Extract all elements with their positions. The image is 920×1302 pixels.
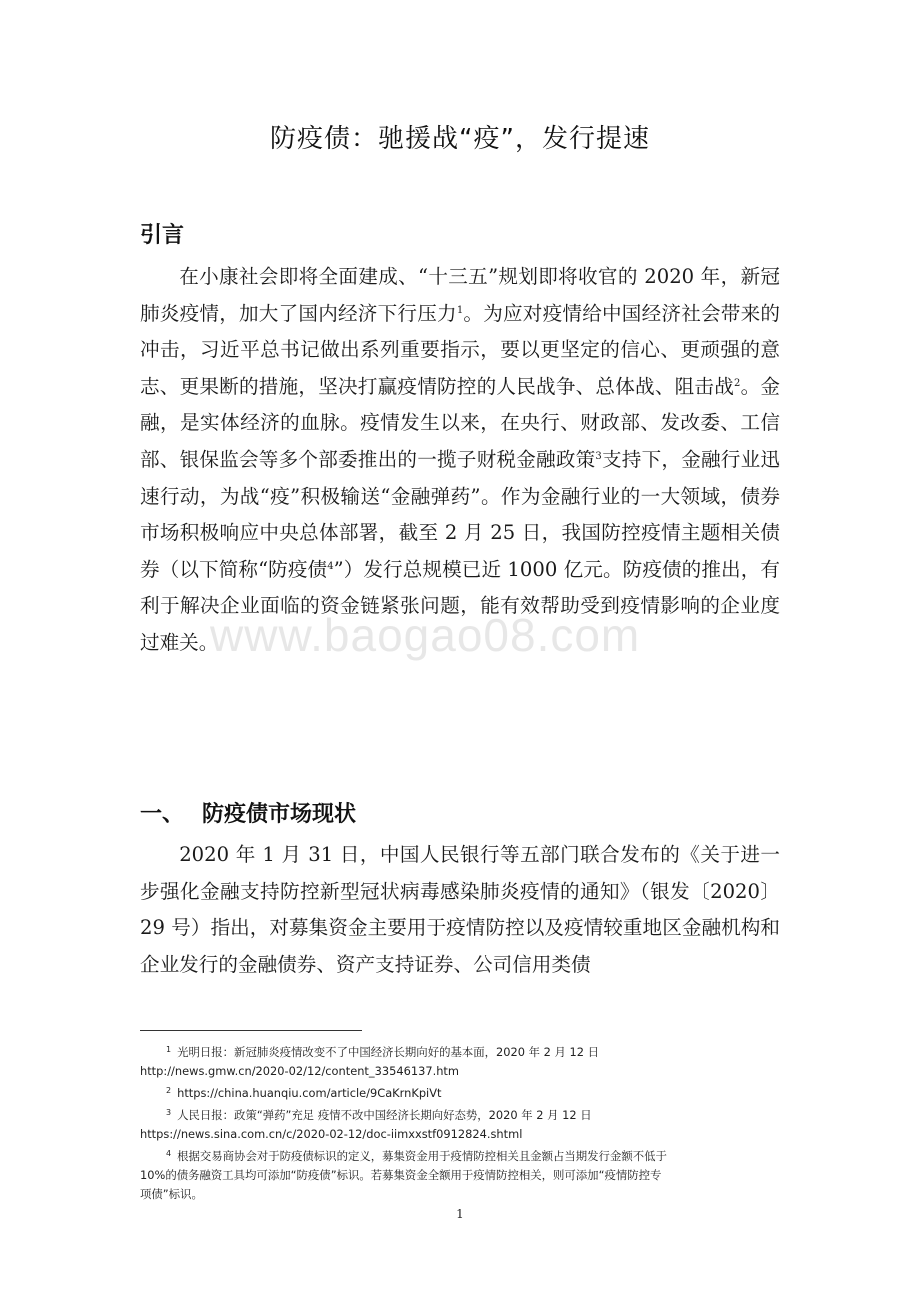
- footnote-ref-2[interactable]: 2: [734, 377, 741, 389]
- footnote-1: [140, 1040, 780, 1081]
- footnote-4-text-line-1: 根据交易商协会对于防疫债标识的定义，募集资金用于疫情防控相关且金额占当期发行金额不低于: [177, 1149, 667, 1163]
- section-1-number: 一、: [140, 802, 185, 827]
- footnote-1-text: 光明日报：新冠肺炎疫情改变不了中国经济长期向好的基本面，2020 年 2 月 12 日: [177, 1045, 600, 1059]
- section-1-paragraph: 2020 年 1 月 31 日，中国人民银行等五部门联合发布的《关于进一步强化金融支持防控新型冠状病毒感染肺炎疫情的通知》（银发〔2020〕29 号）指出，对募集资金主要用于疫情防控以及疫情较重地区金融机构和企业发行的金融债券、资产支持证券、公司信用类债: [140, 843, 780, 976]
- footnote-4: [140, 1144, 780, 1204]
- footnote-2-link[interactable]: https://china.huanqiu.com/article/9CaKrnKpiVt: [177, 1086, 442, 1100]
- watermark: www.baogao08.com: [210, 609, 641, 661]
- page-number: 1: [456, 1207, 464, 1221]
- footnote-4-number: 4: [166, 1149, 172, 1158]
- footnote-3-number: 3: [166, 1108, 172, 1117]
- footnotes: [140, 1040, 780, 1204]
- footnote-3-text: 人民日报：政策“弹药”充足 疫情不改中国经济长期向好态势，2020 年 2 月 12 日: [177, 1108, 592, 1122]
- section-1-heading: [140, 797, 356, 828]
- section-1-paragraph-block: [140, 837, 780, 983]
- intro-heading: 引言: [140, 223, 185, 248]
- footnote-1-number: 1: [166, 1045, 172, 1054]
- document-title: 防疫债：驰援战“疫”，发行提速: [270, 124, 650, 154]
- intro-paragraph: 在小康社会即将全面建成、“十三五”规划即将收官的 2020 年，新冠肺炎疫情，加大了国内经济下行压力$^1$。为应对疫情给中国经济社会带来的冲击，习近平总书记做出系列重要指示，要以更坚定的信心、更顽强的意志、更果断的措施，坚决打赢疫情防控的人民战争、总体战、阻击战$^2$。金融，是实体经济的血脉。疫情发生以来，在央行、财政部、发改委、工信部、银保监会等多个部委推出的一揽子财税金融政策$^3$支持下，金融行业迅速行动，为战“疫”积极输送“金融弹药”。作为金融行业的一大领域，债券市场积极响应中央总体部署，截至 2 月 25 日，我国防控疫情主题相关债券（以下简称“防疫债$^4$”）发行总规模已近 1000 亿元。防疫债的推出，有利于解决企业面临的资金链紧张问题，能有效帮助受到疫情影响的企业度过难关。: [140, 265, 781, 654]
- footnote-3-link[interactable]: https://news.sina.com.cn/c/2020-02-12/doc-iimxxstf0912824.shtml: [140, 1127, 523, 1141]
- footnote-ref-3[interactable]: 3: [595, 450, 602, 462]
- intro-paragraph-block: [140, 259, 780, 662]
- footnote-2-number: 2: [166, 1086, 172, 1095]
- footnote-3: [140, 1103, 780, 1144]
- footnote-separator: [140, 1030, 362, 1031]
- footnote-4-text-line-2: 10%的债务融资工具均可添加“防疫债”标识。若募集资金全额用于疫情防控相关，则可添加“疫情防控专: [140, 1168, 662, 1182]
- footnote-ref-1[interactable]: 1: [456, 304, 464, 316]
- footnote-2: [140, 1081, 780, 1103]
- footnote-ref-4[interactable]: 4: [327, 560, 334, 572]
- footnote-1-link[interactable]: http://news.gmw.cn/2020-02/12/content_33546137.htm: [140, 1064, 459, 1078]
- footnote-4-text-line-3: 项债”标识。: [140, 1187, 203, 1201]
- section-1-title: 防疫债市场现状: [202, 802, 357, 827]
